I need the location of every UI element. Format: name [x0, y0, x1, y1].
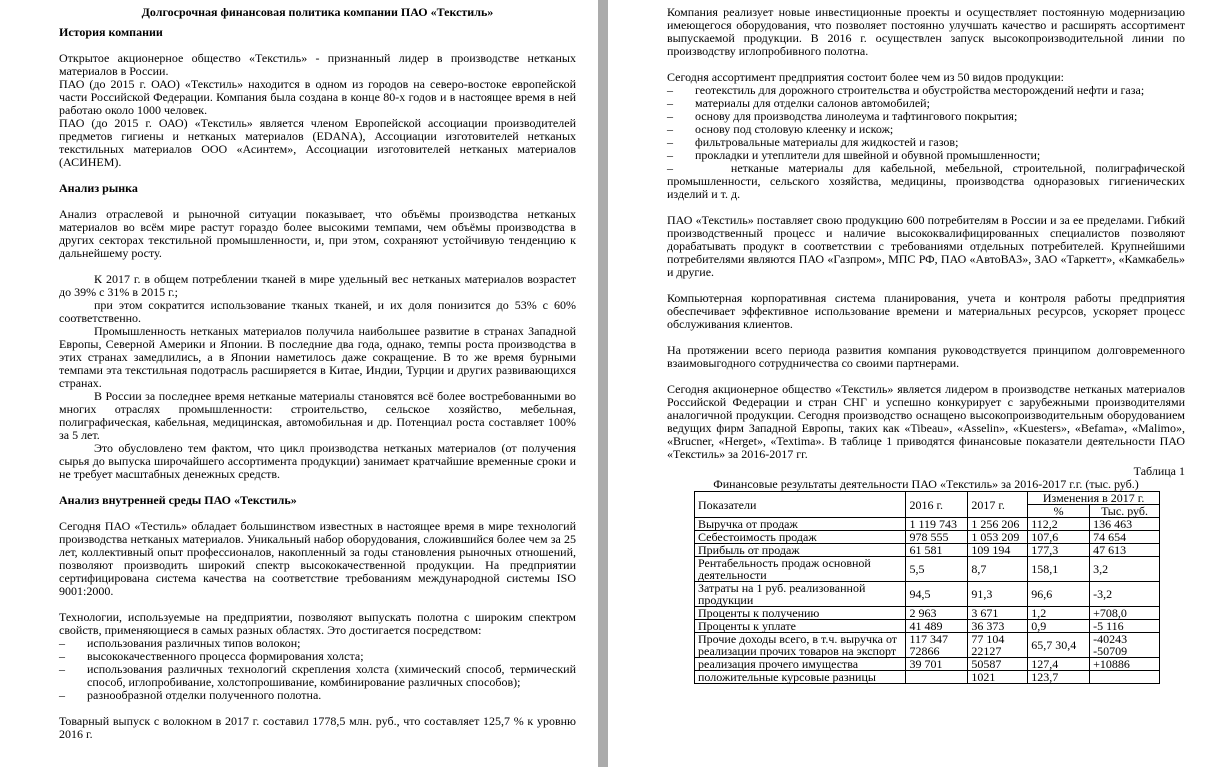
table-row [695, 531, 1160, 544]
table-row [695, 633, 1160, 658]
table-cell: 65,7 30,4 [1028, 633, 1090, 658]
table-row [695, 518, 1160, 531]
list-item: – высококачественного процесса формирования холста; [59, 649, 364, 663]
table-cell: 96,6 [1028, 582, 1090, 607]
table-cell: 5,5 [906, 557, 968, 582]
table-cell: Выручка от продаж [695, 518, 906, 531]
list-item: – разнообразной отделки полученного полотна. [59, 688, 322, 702]
header-percent: % [1028, 505, 1090, 518]
table-caption: Финансовые результаты деятельности ПАО «Текстиль» за 2016-2017 г.г. (тыс. руб.) [713, 477, 1139, 491]
right-page [608, 0, 1206, 767]
table-cell: -5 116 [1090, 620, 1160, 633]
document-title: Долгосрочная финансовая политика компании ПАО «Текстиль» [141, 5, 494, 19]
right-paragraph-3: ПАО «Текстиль» поставляет свою продукцию 600 потребителям в России и за ее пределами. Гибкий производственный процесс и наличие высококвалифицированных специалистов позволяют дорабатывать продукт в соответствии с требованиями отдельных потребителей. Крупнейшими потребителями являются ПАО «Газпром», МПС РФ, ПАО «АвтоВАЗ», ЗАО «Таркетт», «Камкабель» и другие. [667, 213, 1185, 279]
table-cell: 1,2 [1028, 607, 1090, 620]
table-cell: 1 119 743 [906, 518, 968, 531]
list-item: – использования различных типов волокон; [59, 636, 301, 650]
market-paragraph-6: Это обусловлено тем фактом, что цикл производства нетканых материалов (от получения сырья до выпуска широчайшего ассортимента продукции) занимает кратчайшие временные сроки и не требует масштабных денежных средств. [59, 441, 576, 481]
table-cell: 94,5 [906, 582, 968, 607]
table-cell: 36 373 [968, 620, 1028, 633]
list-item: – использования различных технологий скрепления холста (химический способ, термический способ, иглопробивание, холстопрошивание, комбинирование различных способов); [59, 662, 576, 689]
market-paragraph-5: В России за последнее время нетканые материалы становятся всё более востребованными во многих отраслях промышленности: строительство, сельское хозяйство, мебельная, полиграфическая, кабельная, медицинская, автомобильная и др. Потенциал роста составляет 100% за 5 лет. [59, 389, 576, 442]
table-cell: +10886 [1090, 658, 1160, 671]
header-2016: 2016 г. [906, 492, 968, 518]
header-2017: 2017 г. [968, 492, 1028, 518]
table-row [695, 671, 1160, 684]
table-label: Таблица 1 [1133, 464, 1185, 478]
market-paragraph-2: К 2017 г. в общем потреблении тканей в мире удельный вес нетканых материалов возрастет до 39% с 31% в 2015 г.; [59, 272, 576, 299]
table-cell: 8,7 [968, 557, 1028, 582]
table-row [695, 620, 1160, 633]
list-item: – нетканые материалы для кабельной, мебельной, строительной, полиграфической промышленности, сельского хозяйства, медицины, производства одноразовых гигиенических изделий и т. д. [667, 161, 1185, 201]
table-cell: Себестоимость продаж [695, 531, 906, 544]
table-cell: Проценты к уплате [695, 620, 906, 633]
table-cell [906, 671, 968, 684]
internal-paragraph-2: Технологии, используемые на предприятии, позволяют выпускать полотна с широким спектром свойств, применяющиеся в самых разных областях. Это достигается посредством: [59, 610, 576, 637]
table-cell: 158,1 [1028, 557, 1090, 582]
list-item: – основу под столовую клеенку и искож; [667, 122, 894, 136]
table-cell: Прочие доходы всего, в т.ч. выручка от реализации прочих товаров на экспорт [695, 633, 906, 658]
table-cell: 3 671 [968, 607, 1028, 620]
history-paragraph-2: ПАО (до 2015 г. ОАО) «Текстиль» находится в одном из городов на северо-востоке европейской части Российской Федерации. Компания была создана в конце 80-х годов и в настоящее время в ней работаю около 1000 человек. [59, 77, 576, 117]
right-paragraph-5: На протяжении всего периода развития компания руководствуется принципом долговременного взаимовыгодного сотрудничества со своими партнерами. [667, 343, 1185, 370]
table-cell: +708,0 [1090, 607, 1160, 620]
internal-paragraph-1: Сегодня ПАО «Тестиль» обладает большинством известных в настоящее время в мире технологий производства нетканых материалов. Уникальный набор оборудования, сложившийся более чем за 25 лет, коллективный опыт профессионалов, накопленный за годы становления рыночных отношений, позволяют производить широкий спектр высококачественной продукции. На предприятии сертифицирована система качества на соответствие требованиям международной системы ISO 9001:2000. [59, 519, 576, 598]
table-cell: 0,9 [1028, 620, 1090, 633]
table-cell: 1 256 206 [968, 518, 1028, 531]
market-paragraph-4: Промышленность нетканых материалов получила наибольшее развитие в странах Западной Европы, Северной Америки и Японии. В последние два года, однако, темпы роста производства в этих странах замедлились, а в Японии наметилось даже сокращение. В то же время бурными темпами эта текстильная подотрасль расширяется в Китае, Индии, Турции и других развивающихся странах. [59, 324, 576, 390]
table-cell: Прибыль от продаж [695, 544, 906, 557]
internal-paragraph-3: Товарный выпуск с волокном в 2017 г. составил 1778,5 млн. руб., что составляет 125,7 % к уровню 2016 г. [59, 714, 576, 741]
market-heading: Анализ рынка [59, 181, 138, 195]
table-cell: 77 104 22127 [968, 633, 1028, 658]
table-row [695, 557, 1160, 582]
internal-heading: Анализ внутренней среды ПАО «Текстиль» [59, 493, 297, 507]
table-cell: положительные курсовые разницы [695, 671, 906, 684]
table-cell: 74 654 [1090, 531, 1160, 544]
table-cell: Затраты на 1 руб. реализованной продукции [695, 582, 906, 607]
header-absolute: Тыс. руб. [1090, 505, 1160, 518]
table-cell: 1 053 209 [968, 531, 1028, 544]
table-cell: Рентабельность продаж основной деятельности [695, 557, 906, 582]
list-item: – основу для производства линолеума и тафтингового покрытия; [667, 109, 1018, 123]
list-item: – геотекстиль для дорожного строительства и обустройства месторождений нефти и газа; [667, 83, 1145, 97]
table-cell: 136 463 [1090, 518, 1160, 531]
table-cell: 127,4 [1028, 658, 1090, 671]
right-paragraph-6: Сегодня акционерное общество «Текстиль» является лидером в производстве нетканых материалов Российской Федерации и стран СНГ и успешно конкурирует с зарубежными производителями аналогичной продукции. Сегодня производство оснащено высокопроизводительным оборудованием ведущих фирм Западной Европы, таких как «Tibeau», «Asselin», «Kuesters», «Befama», «Malimo», «Brucner, «Herget», «Textima». В таблице 1 приводятся финансовые показатели деятельности ПАО «Текстиль» за 2016-2017 гг. [667, 382, 1185, 461]
header-change: Изменения в 2017 г. [1028, 492, 1160, 505]
table-cell: 978 555 [906, 531, 968, 544]
history-paragraph-3: ПАО (до 2015 г. ОАО) «Текстиль» является членом Европейской ассоциации производителей предметов гигиены и нетканых материалов (EDANA), Ассоциации изготовителей нетканых текстильных материалов ООО «Асинтем», Ассоциации изготовителей нетканых материалов (АСИНЕМ). [59, 116, 576, 169]
right-paragraph-4: Компьютерная корпоративная система планирования, учета и контроля работы предприятия обеспечивает эффективное использование времени и материальных ресурсов, ускоряет процесс обслуживания клиентов. [667, 291, 1185, 331]
list-item: – прокладки и утеплители для швейной и обувной промышленности; [667, 148, 1041, 162]
table-cell: 123,7 [1028, 671, 1090, 684]
left-page [0, 0, 598, 767]
table-row [695, 607, 1160, 620]
table-header-row [695, 492, 1160, 505]
table-cell: 47 613 [1090, 544, 1160, 557]
table-cell: -3,2 [1090, 582, 1160, 607]
market-paragraph-3: при этом сократится использование тканых тканей, и их доля понизится до 53% с 60% соответственно. [59, 298, 576, 325]
list-item: – материалы для отделки салонов автомобилей; [667, 96, 930, 110]
table-row [695, 544, 1160, 557]
financial-table [694, 491, 1160, 684]
table-cell: 61 581 [906, 544, 968, 557]
table-cell: 177,3 [1028, 544, 1090, 557]
header-indicator: Показатели [695, 492, 906, 518]
table-cell: 50587 [968, 658, 1028, 671]
table-cell: 107,6 [1028, 531, 1090, 544]
list-item: – фильтровальные материалы для жидкостей и газов; [667, 135, 959, 149]
table-cell [1090, 671, 1160, 684]
table-cell: 91,3 [968, 582, 1028, 607]
table-cell: Проценты к получению [695, 607, 906, 620]
table-cell: 2 963 [906, 607, 968, 620]
table-cell: -40243 -50709 [1090, 633, 1160, 658]
table-cell: 117 347 72866 [906, 633, 968, 658]
market-paragraph-1: Анализ отраслевой и рыночной ситуации показывает, что объёмы производства нетканых материалов во всём мире растут гораздо более высокими темпами, чем объёмы производства в других секторах текстильной промышленности, и, при этом, сохраняют устойчивую тенденцию к дальнейшему росту. [59, 207, 576, 260]
table-cell: 112,2 [1028, 518, 1090, 531]
table-row [695, 582, 1160, 607]
table-cell: 109 194 [968, 544, 1028, 557]
history-paragraph-1: Открытое акционерное общество «Текстиль» - признанный лидер в производстве нетканых материалов в России. [59, 51, 576, 78]
table-row [695, 658, 1160, 671]
right-paragraph-1: Компания реализует новые инвестиционные проекты и осуществляет постоянную модернизацию имеющегося оборудования, что позволяет постоянно улучшать качество и расширять ассортимент выпускаемой продукции. В 2016 г. осуществлен запуск высокопроизводительной линии по производству иглопробивного полотна. [667, 5, 1185, 58]
history-heading: История компании [59, 25, 163, 39]
table-cell: 41 489 [906, 620, 968, 633]
table-cell: реализация прочего имущества [695, 658, 906, 671]
table-cell: 3,2 [1090, 557, 1160, 582]
right-paragraph-2: Сегодня ассортимент предприятия состоит более чем из 50 видов продукции: [667, 70, 1064, 84]
table-cell: 1021 [968, 671, 1028, 684]
table-cell: 39 701 [906, 658, 968, 671]
